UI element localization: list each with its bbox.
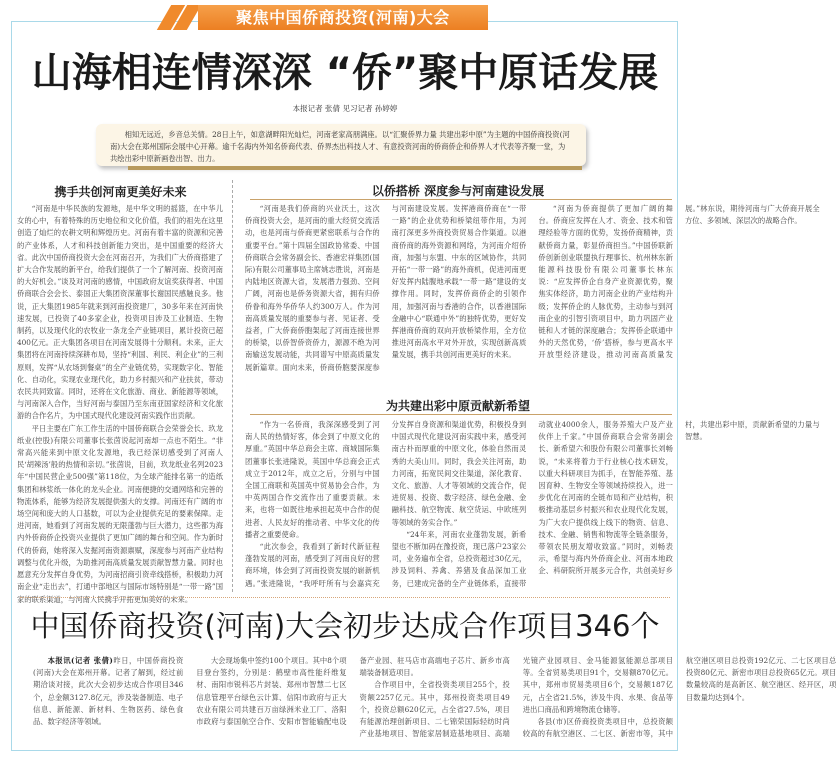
section-tag-label: 聚焦中国侨商投资(河南)大会 xyxy=(198,5,488,30)
lede-box: 相知无远近，乡音总关情。28日上午，如意湖畔阳光灿烂，河南老家高朋满座。以“汇聚侨界力量 共建出彩中原”为主题的中国侨商投资(河南)大会在郑州国际会展中心开幕。逾千名海内外知名侨商代表、侨界杰出科技人才、有意投资河南的侨商侨企和侨界人才代表等齐聚一堂，为共绘出彩中原新画卷出智、出力。 xyxy=(96,124,586,166)
article-right-columns xyxy=(245,203,820,386)
dateline: 本报讯(记者 张倩) xyxy=(47,656,113,665)
paragraph: 合作项目中，全省投资类项目255个，投资额2257亿元。其中，郑州投资类项目49个，投资总额620亿元，占全省27.5%，项目有能源治理创新项目、二七锦荣国际轻纺时尚产业基地项目、智能家居制造基地项目、高端光镜产业园项目、金马能源氢能源总部项目等。全省贸易类项目91个，交易额870亿元。其中，郑州市贸易类项目6个，交易额187亿元，占全省21.5%，涉及牛肉、水果、食品等进出口商品和跨境物流仓储等。 xyxy=(359,656,673,739)
lede-shadow-bar xyxy=(128,166,582,170)
byline: 本报记者 张倩 见习记者 孙婷婷 xyxy=(292,104,398,113)
paragraph: 平日主要在广东工作生活的中国侨商联合会荣誉会长、玖龙纸业(控股)有限公司董事长张茵说起河南却一点也不陌生。“非常高兴能来到中原文化发源地，我已经深切感受到了河南人民‘胡辣汤’般的热情和亲切。”张茵说，目前，玖龙纸业名列2023年“中国民营企业500强”第118位，为全球产能排名第一的造纸集团和林浆纸一体化的龙头企业。河南便捷的交通网络和完善的物流体系，能够为经济发展提供强大的支撑。河南还有广阔的市场空间和庞大的人口基数，可以为企业提供充足的要素保障。走进河南，她看到了河南发展的无限蓬勃与巨大潜力，这些都为海内外侨商侨企投资兴业提供了更加广阔的舞台和空间。作为新时代的侨商，她将深入发掘河南资源禀赋，深度参与河南产业结构调整与优化升级，为助推河南高质量发展贡献智慧力量。同时也愿意充分发挥自身优势，为河南招商引资牵线搭桥，积极助力河南企业“走出去”，打通中部地区与国际市场特别是“一带一路”国家的联系渠道，与河南人民携手开拓更加美好的未来。 xyxy=(17,423,223,604)
paragraph: “作为一名侨商，我深深感受到了河南人民的热情好客，体会到了中原文化的厚重。”英国中华总商会主席、商城国际集团董事长张进隆说，英国中华总商会正式成立于2012年，成立之后，分别与中国全国工商联和英国英中贸易协会合作，为中英两国合作交流作出了重要贡献。未来，也将一如既往地承担起英中合作的促进者、人民友好的推动者、中华文化的传播者之重要使命。 xyxy=(245,420,380,539)
subheading-left: 携手共创河南更美好未来 xyxy=(54,185,187,199)
subheading-lower: 为共建出彩中原贡献新希望 xyxy=(385,399,530,413)
paragraph: “河南是中华民族的发源地，是中华文明的摇篮，在中华儿女的心中，有着特殊的历史地位和文化价值，我们的祖先在这里创造了灿烂的农耕文明和辉煌历史。河南有着丰富的资源和完善的产业体系，人才和科技创新能力突出，是中国重要的经济大省。此次中国侨商投资大会在河南召开，为我们广大侨商搭建了扩大合作发展的新平台，给我们提供了一个了解河南、投资河南的大好机会。”谈及对河南的感情，中国政府友谊奖获得者、中国侨商联合会会长、泰国正大集团资深董事长谢国民感触良多。他说，正大集团1985年就来到河南投资建厂，30多年来在河南快速发展，已投资了40多家企业，投资项目涉及工业制造、生物制药，以及现代化的农牧业一条龙全产业链项目，累计投资已超400亿元。正大集团各项目在河南发展得十分顺利。未来，正大集团将在河南持续深耕布局，坚持“利国、利民、利企业”的三利原则，发挥“从农场到餐桌”的全产业链优势，实现数字化、智能化、自动化，实现农业现代化，助力乡村振兴和产业扶贫，带动农民共同致富。同时，还将在文化旅游、商业、新能源等领域，与河南深入合作，当好河南与泰国乃至东南亚国家经济和文化旅游的合作名片，为中国式现代化建设河南实践作出贡献。 xyxy=(17,204,223,421)
article2-headline: 中国侨商投资(河南)大会初步达成合作项目346个 xyxy=(30,609,660,643)
paragraph: 各县(市)区侨商投资类项目中，总投资额较高的有航空港区、二七区、新密市等，其中航空港区项目总投资192亿元、二七区项目总投资80亿元、新密市项目总投资65亿元。项目数量较高的是高新区、航空港区、经开区，项目数量均达到4个。 xyxy=(522,656,836,739)
paragraph: “河南是我们侨商的兴业沃土，这次侨商投资大会，是河南的重大经贸交流活动，也是河南与侨商更紧密联系与合作的重要平台。”第十四届全国政协常委、中国侨商联合会常务副会长、香港宏祥集团(国际)有限公司董事局主席姚志胜说，河南是内陆地区资源大省，发展潜力强劲、空间广阔，河南也是侨务资源大省，拥有归侨侨眷和海外华侨华人约300万人。作为河南高质量发展的重要参与者、见证者、受益者，广大侨商侨胞架起了河南连接世界的桥梁，以侨智侨资侨力，源源不绝为河南输送发展动能，共同谱写中原高质量发展新篇章。面向未来，侨商侨胞要深度参与河南建设发展。发挥港商侨商在“一带一路”的企业优势和桥梁纽带作用，为河南打深更多外商投资贸易合作渠道。以港商侨商的海外资源和网络，为河南介绍侨商，加强与东盟、中东的区域协作，共同开拓“一带一路”的海外商机，促进河南更好发挥内陆腹地承载“一带一路”建设的支撑作用。同时，发挥侨商侨企的引领作用，加强河南与香港的合作，以香港国际金融中心“联通中外”的独特优势，更好发挥港商侨商的双向开放桥梁作用，全方位推进河南高水平对外开放，实现创新高质量发展，携手共创河南更美好的未来。 xyxy=(245,204,527,372)
paragraph: “河南为侨商提供了更加广阔的舞台。侨商应发挥在人才、资金、技术和管理经验等方面的优势，发扬侨商精神，贡献侨商力量，彰显侨商担当。”中国侨联新侨创新创业联盟执行理事长、杭州林东新能源科技股份有限公司董事长林东说：“应发挥侨企自身产业资源优势，聚焦实体经济，助力河南企业的产业结构升级；发挥侨企的人脉优势，主动参与到河南企业的引智引资项目中，助力巩固产业链和人才链的深度融合；发挥侨企联通中外的天然优势，‘侨’搭桥，参与更高水平开放型经济建设，推动河南高质量发展。”林东说，期待河南与广大侨商开展全方位、多领域、深层次的战略合作。 xyxy=(538,204,820,360)
paragraph: “24年来，河南农业蓬勃发展，新希望也不断加码在豫投资，现已落户23家公司，业务遍布全省，总投资超过30亿元，涉及饲料、养禽、养猪及食品深加工业务，已建成完备的全产业链体系，直接带动就业4000余人，服务养殖大户及产业伙伴上千家。”中国侨商联合会常务副会长、新希望六和股份有限公司董事长刘畅说，“未来将着力于行业核心技术研发，以重大科研项目为抓手，在智能养殖、基因育种、生物安全等领域持续投入，进一步优化在河南的全链布局和产业结构，积极推动基层乡村振兴和农业现代化发展，为广大农户提供线上线下的物资、信息、技术、金融、销售和物流等全链条服务，带领农民朋友增收致富。”同时，刘畅表示，希望与海内外侨商企业、河南本地政企、科研院所开展多元合作，共创美好乡村，共建出彩中原，贡献新希望的力量与智慧。 xyxy=(391,420,820,588)
article-lower-columns xyxy=(245,419,820,590)
article2-columns xyxy=(33,655,836,743)
article-left-column xyxy=(17,203,223,604)
section-divider xyxy=(20,597,670,598)
column-divider xyxy=(232,180,233,592)
page-headline: 山海相连情深深 “侨”聚中原话发展 xyxy=(31,50,659,96)
paragraph xyxy=(33,655,183,728)
section-tag xyxy=(160,5,490,30)
paragraph-text: 昨日，中国侨商投资(河南)大会在郑州开幕。记者了解到，经过前期洽谈对接，此次大会初步达成合作项目346个，总金额3127.8亿元，涉及装备制造、电子信息、新能源、新材料、生物医药、绿色食品、数字经济等领域。 xyxy=(33,656,184,727)
heading-rule xyxy=(250,199,672,200)
paragraph: “此次参会，我看到了新时代新征程蓬勃发展的河南，感受到了河南良好的营商环境，体会到了河南投资发展的崭新机遇。”张进隆说，“我呼吁所有与会嘉宾充分发挥自身资源和渠道优势，积极投身到中国式现代化建设河南实践中来，感受河南古朴而厚重的中原文化，体验自然而灵秀的大美山川。同时，我会关注河南，助力河南，拓宽民间交往渠道，深化教育、文化、旅游、人才等领域的交流合作，促进贸易、投资、数字经济、绿色金融、金融科技、航空物流、航空货运、中欧班列等领域的务实合作。” xyxy=(245,420,527,588)
paragraph: 大会现场集中签约100个项目。其中8个项目登台签约，分别是：鹤壁市高性能纤维复材、南阳市锐科芯片封装、郑州市智慧二七区信息管理平台绿色云计算、信阳市政府与正大农业有限公司共建百万亩绿洲米业工厂、洛阳市政府与泰国航空合作、安阳市智能输配电设备产业园、驻马店市高端电子芯片、新乡市高端装备制造项目。 xyxy=(196,656,510,727)
subheading-right: 以侨搭桥 深度参与河南建设发展 xyxy=(371,184,545,198)
heading-rule xyxy=(250,414,672,415)
